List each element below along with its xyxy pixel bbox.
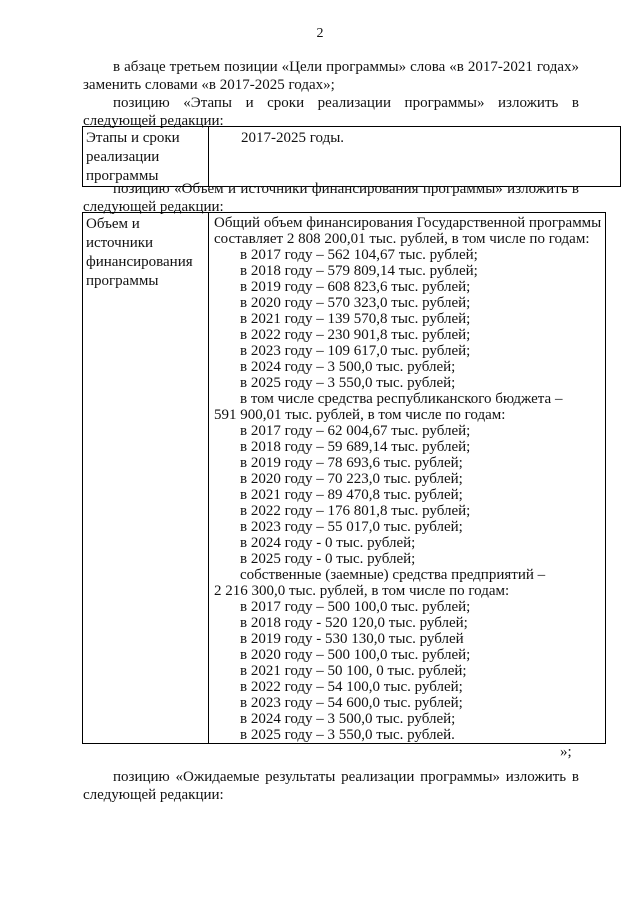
paragraph-expected-results-intro: позицию «Ожидаемые результаты реализации программы» изложить в следующей редакции: [83,769,579,803]
funding-line: в 2021 году – 139 570,8 тыс. рублей; [240,311,471,327]
funding-line: в 2019 году – 78 693,6 тыс. рублей; [240,455,463,471]
funding-line: в 2023 году – 55 017,0 тыс. рублей; [240,519,463,535]
closing-quote-mark: »; [560,744,572,760]
funding-value-cell [209,213,606,744]
stages-table [82,126,621,187]
stages-label-cell: Этапы и сроки реализации программы [83,127,209,187]
funding-line: в 2020 году – 70 223,0 тыс. рублей; [240,471,463,487]
funding-line: в 2018 году – 579 809,14 тыс. рублей; [240,263,478,279]
funding-line: в 2017 году – 62 004,67 тыс. рублей; [240,423,471,439]
table-row [83,127,621,187]
table-row [83,213,606,744]
paragraph-stages-intro: позицию «Этапы и сроки реализации программы» изложить в следующей редакции: [83,95,579,129]
paragraph-goals-amendment: в абзаце третьем позиции «Цели программы» слова «в 2017-2021 годах» заменить словами «в 2017-2025 годах»; [83,59,579,93]
paragraph-funding-intro: позицию «Объем и источники финансирования программы» изложить в следующей редакции: [83,181,579,215]
funding-line: в 2022 году – 54 100,0 тыс. рублей; [240,679,463,695]
funding-line: в 2019 году – 608 823,6 тыс. рублей; [240,279,471,295]
funding-line: в 2024 году – 3 500,0 тыс. рублей; [240,359,456,375]
funding-line: в 2020 году – 570 323,0 тыс. рублей; [240,295,471,311]
funding-line: 2 216 300,0 тыс. рублей, в том числе по годам: [214,583,510,599]
funding-line: составляет 2 808 200,01 тыс. рублей, в том числе по годам: [214,231,590,247]
funding-table [82,212,606,744]
funding-line: в 2019 году - 530 130,0 тыс. рублей [240,631,464,647]
funding-line: в 2022 году – 230 901,8 тыс. рублей; [240,327,471,343]
funding-line: в 2021 году – 50 100, 0 тыс. рублей; [240,663,467,679]
funding-line: 591 900,01 тыс. рублей, в том числе по годам: [214,407,506,423]
funding-line: в 2023 году – 109 617,0 тыс. рублей; [240,343,471,359]
funding-line: в 2024 году - 0 тыс. рублей; [240,535,416,551]
funding-line: в том числе средства республиканского бюджета – [240,391,563,407]
funding-line: в 2025 году – 3 550,0 тыс. рублей. [240,727,455,743]
stages-value-cell: 2017-2025 годы. [209,127,621,187]
funding-line: в 2025 году - 0 тыс. рублей; [240,551,416,567]
funding-line: в 2017 году – 562 104,67 тыс. рублей; [240,247,478,263]
funding-line: в 2022 году – 176 801,8 тыс. рублей; [240,503,471,519]
funding-label-cell: Объем и источники финансирования программы [83,213,209,744]
funding-line: в 2018 году - 520 120,0 тыс. рублей; [240,615,468,631]
funding-line: в 2017 году – 500 100,0 тыс. рублей; [240,599,471,615]
funding-line: в 2021 году – 89 470,8 тыс. рублей; [240,487,463,503]
funding-line: в 2024 году – 3 500,0 тыс. рублей; [240,711,456,727]
page-number: 2 [316,26,324,41]
funding-line: Общий объем финансирования Государственной программы [214,215,602,231]
funding-line: собственные (заемные) средства предприятий – [240,567,546,583]
funding-line: в 2020 году – 500 100,0 тыс. рублей; [240,647,471,663]
funding-line: в 2023 году – 54 600,0 тыс. рублей; [240,695,463,711]
funding-line: в 2025 году – 3 550,0 тыс. рублей; [240,375,456,391]
funding-line: в 2018 году – 59 689,14 тыс. рублей; [240,439,471,455]
